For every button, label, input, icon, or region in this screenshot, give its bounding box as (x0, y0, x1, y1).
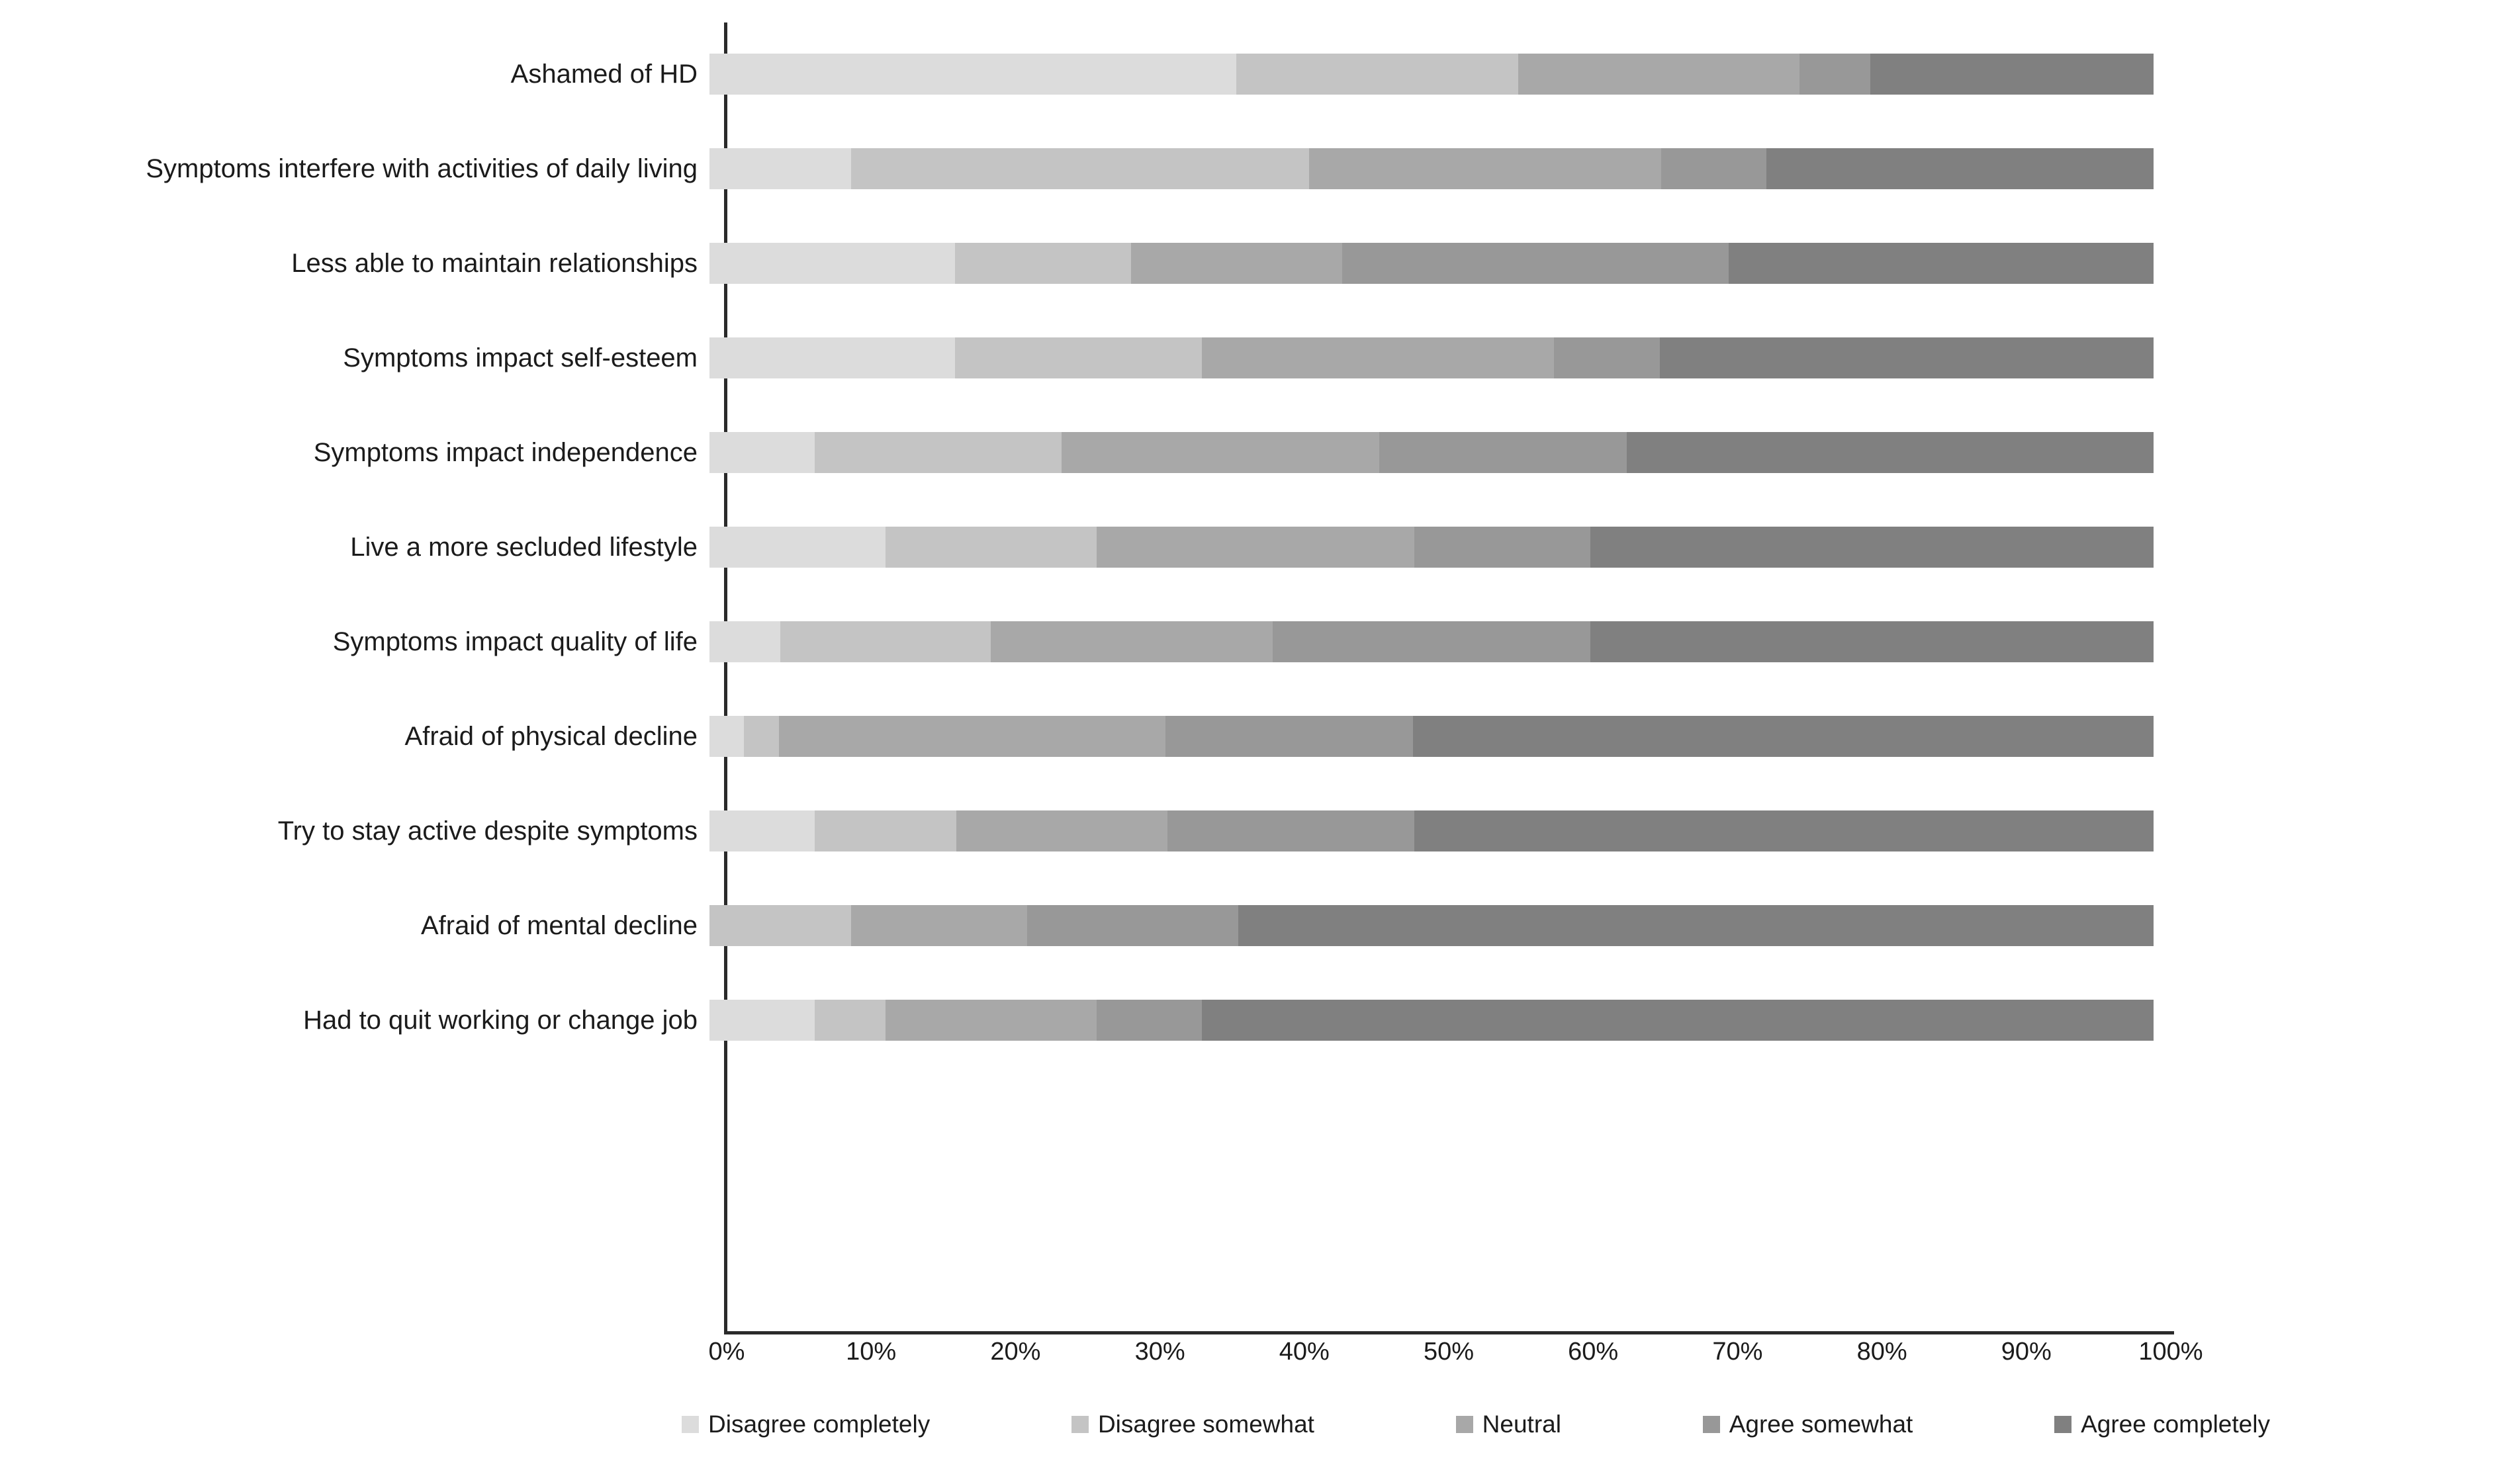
bar-segment (1414, 527, 1590, 568)
bar-segment (709, 148, 851, 189)
bar-segment (815, 810, 956, 851)
category-label: Try to stay active despite symptoms (277, 816, 698, 846)
x-tick-label: 80% (1856, 1338, 1907, 1366)
bar-segment (1414, 810, 2154, 851)
bar-segment (1413, 716, 2154, 757)
legend-swatch-icon (1703, 1416, 1720, 1433)
bar-segment (1870, 54, 2154, 95)
bar-segment (1273, 621, 1590, 662)
bar-segment (1590, 621, 2154, 662)
bar-segment (886, 527, 1097, 568)
legend-swatch-icon (2054, 1416, 2071, 1433)
stacked-bar (709, 148, 2154, 189)
category-label: Ashamed of HD (510, 59, 698, 89)
legend-label: Disagree completely (708, 1411, 931, 1438)
x-tick-label: 100% (2138, 1338, 2203, 1366)
stacked-bar (709, 716, 2154, 757)
legend-label: Neutral (1482, 1411, 1561, 1438)
bar-segment (1799, 54, 1870, 95)
bar-segment (815, 432, 1062, 473)
chart-row (0, 500, 2503, 594)
x-tick-label: 90% (2001, 1338, 2052, 1366)
bar-segment (744, 716, 778, 757)
legend-swatch-icon (682, 1416, 699, 1433)
chart-row (0, 216, 2503, 310)
bar-segment (1236, 54, 1518, 95)
x-tick-label: 30% (1134, 1338, 1185, 1366)
bar-segment (709, 716, 744, 757)
chart-row (0, 405, 2503, 500)
legend-item (1071, 1411, 1314, 1438)
bar-segment (1097, 527, 1414, 568)
stacked-bar (709, 54, 2154, 95)
bar-segment (1627, 432, 2154, 473)
stacked-bar (709, 810, 2154, 851)
bar-segment (1131, 243, 1342, 284)
bar-segment (1167, 810, 1414, 851)
bar-segment (709, 527, 886, 568)
bar-segment (1062, 432, 1379, 473)
chart-row (0, 310, 2503, 405)
legend-item (2054, 1411, 2270, 1438)
legend-swatch-icon (1071, 1416, 1089, 1433)
bar-segment (1309, 148, 1661, 189)
bar-segment (1027, 905, 1238, 946)
bar-segment (709, 810, 815, 851)
stacked-bar (709, 432, 2154, 473)
bar-segment (956, 810, 1167, 851)
stacked-bar (709, 1000, 2154, 1041)
category-label: Had to quit working or change job (303, 1005, 698, 1035)
bar-segment (955, 337, 1202, 378)
bar-segment (886, 1000, 1097, 1041)
category-label: Symptoms impact independence (313, 437, 698, 467)
x-axis-ticks (708, 1338, 2203, 1377)
bar-segment (1379, 432, 1626, 473)
bar-segment (851, 148, 1309, 189)
x-tick-label: 60% (1568, 1338, 1619, 1366)
bar-segment (1097, 1000, 1202, 1041)
stacked-bar (709, 337, 2154, 378)
bar-segment (709, 432, 815, 473)
bar-segment (815, 1000, 886, 1041)
x-tick-label: 70% (1712, 1338, 1763, 1366)
bar-segment (851, 905, 1027, 946)
chart-rows (0, 26, 2503, 1067)
category-label: Afraid of physical decline (404, 721, 698, 751)
bar-segment (709, 905, 851, 946)
chart-legend (682, 1411, 2270, 1438)
x-tick-label: 10% (846, 1338, 897, 1366)
bar-segment (1554, 337, 1659, 378)
category-label: Less able to maintain relationships (291, 248, 698, 278)
category-label: Afraid of mental decline (420, 910, 698, 940)
chart-row (0, 26, 2503, 121)
chart-row (0, 783, 2503, 878)
bar-segment (1661, 148, 1766, 189)
stacked-bar (709, 905, 2154, 946)
chart-row (0, 121, 2503, 216)
x-tick-label: 0% (708, 1338, 745, 1366)
category-label: Symptoms impact quality of life (332, 627, 698, 656)
bar-segment (1238, 905, 2154, 946)
legend-item (682, 1411, 930, 1438)
bar-segment (709, 1000, 815, 1041)
bar-segment (1590, 527, 2154, 568)
chart-row (0, 878, 2503, 973)
bar-segment (709, 243, 955, 284)
category-label: Symptoms interfere with activities of daily living (146, 153, 698, 183)
bar-segment (1202, 337, 1554, 378)
bar-segment (709, 621, 780, 662)
legend-label: Agree somewhat (1729, 1411, 1913, 1438)
x-tick-label: 20% (990, 1338, 1041, 1366)
bar-segment (1729, 243, 2154, 284)
category-label: Symptoms impact self-esteem (343, 343, 698, 372)
stacked-bar (709, 243, 2154, 284)
stacked-bar (709, 621, 2154, 662)
bar-segment (1518, 54, 1799, 95)
bar-segment (991, 621, 1272, 662)
chart-row (0, 594, 2503, 689)
legend-label: Agree completely (2081, 1411, 2270, 1438)
x-tick-label: 50% (1423, 1338, 1475, 1366)
bar-segment (709, 54, 1236, 95)
legend-label: Disagree somewhat (1097, 1411, 1314, 1438)
category-label: Live a more secluded lifestyle (350, 532, 698, 562)
bar-segment (780, 621, 991, 662)
chart-row (0, 973, 2503, 1067)
value-axis-line (724, 1331, 2174, 1334)
x-tick-label: 40% (1279, 1338, 1330, 1366)
stacked-bar (709, 527, 2154, 568)
legend-swatch-icon (1456, 1416, 1473, 1433)
bar-segment (1342, 243, 1729, 284)
legend-item (1456, 1411, 1561, 1438)
bar-segment (1766, 148, 2154, 189)
legend-item (1703, 1411, 1913, 1438)
bar-segment (955, 243, 1131, 284)
bar-segment (779, 716, 1166, 757)
bar-segment (1202, 1000, 2154, 1041)
bar-segment (1660, 337, 2154, 378)
bar-segment (709, 337, 955, 378)
chart-row (0, 689, 2503, 783)
bar-segment (1165, 716, 1412, 757)
